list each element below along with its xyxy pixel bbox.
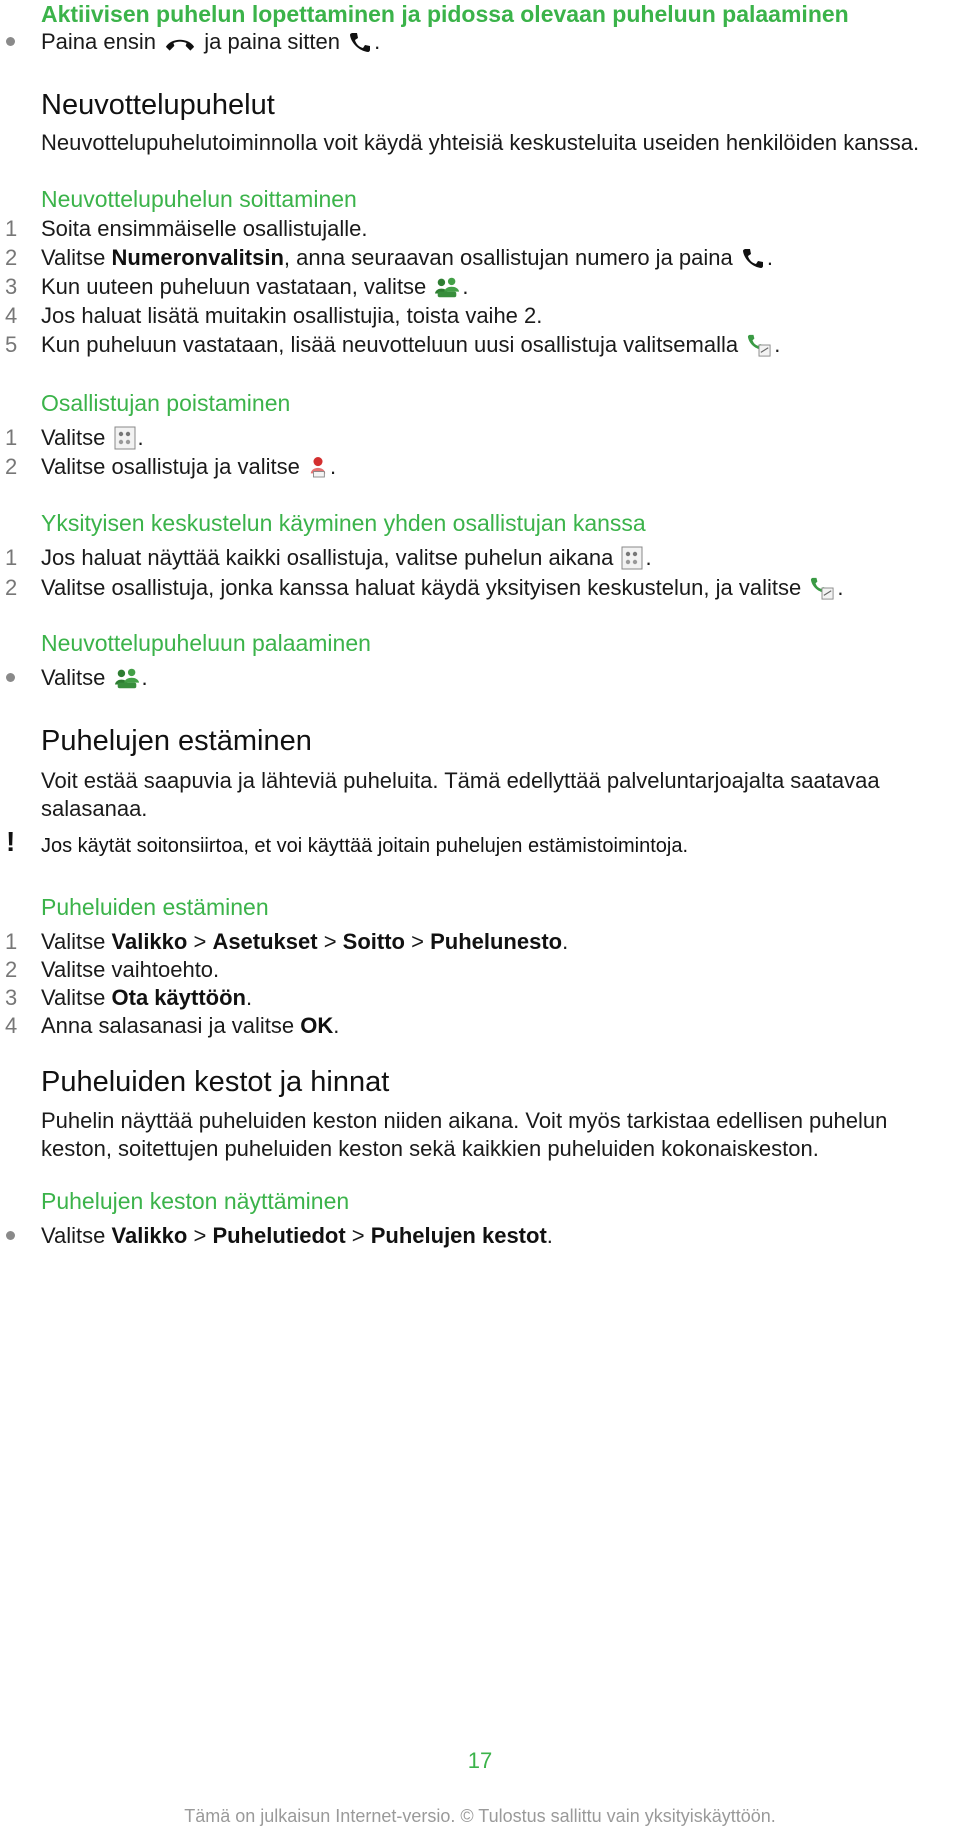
subsection-heading: Osallistujan poistaminen <box>41 390 291 416</box>
menu-term: Soitto <box>342 929 405 954</box>
remove-participant-icon <box>308 455 328 479</box>
menu-term: Asetukset <box>212 929 318 954</box>
text: . <box>774 332 781 357</box>
bullet <box>6 673 15 682</box>
text: . <box>462 274 469 299</box>
section-title: Puhelujen estäminen <box>41 725 312 757</box>
menu-term: Puhelunesto <box>430 929 563 954</box>
text: . <box>766 245 773 270</box>
conference-icon <box>114 666 140 690</box>
step-number: 2 <box>5 245 18 270</box>
bullet <box>6 1231 15 1240</box>
subsection-heading: Neuvottelupuhelun soittaminen <box>41 186 357 212</box>
subsection-heading: Puheluiden estäminen <box>41 894 269 920</box>
instruction-line <box>41 664 940 692</box>
step-number: 2 <box>5 454 18 479</box>
footer-text: Tämä on julkaisun Internet-versio. © Tulostus sallittu vain yksityiskäyttöön. <box>184 1806 776 1826</box>
step-number: 3 <box>5 985 18 1010</box>
page-number: 17 <box>467 1748 493 1773</box>
step-text <box>41 984 940 1012</box>
step-number: 3 <box>5 274 18 299</box>
step-text <box>41 331 940 359</box>
text: > <box>187 929 213 954</box>
text: Kun puheluun vastataan, lisää neuvotteluun uusi osallistuja valitsemalla <box>41 332 739 357</box>
participants-list-icon <box>114 426 136 450</box>
text: Valitse <box>41 929 112 954</box>
menu-term: OK <box>300 1013 334 1038</box>
step-text <box>41 544 940 572</box>
menu-term: Puhelujen kestot <box>370 1223 547 1248</box>
step-text <box>41 273 940 301</box>
call-icon <box>741 246 765 270</box>
text: > <box>405 929 431 954</box>
text: Valitse <box>41 425 106 450</box>
text: . <box>245 985 253 1010</box>
text: . <box>562 929 569 954</box>
step-number: 1 <box>5 929 18 954</box>
instruction-line <box>41 28 940 56</box>
paragraph: Puhelin näyttää puheluiden keston niiden aikana. Voit myös tarkistaa edellisen puhelun keston, soitettujen puheluiden keston sekä kaikkien puheluiden kokonaiskeston. <box>41 1108 888 1161</box>
text: > <box>345 1223 371 1248</box>
step-text: Valitse vaihtoehto. <box>41 957 220 982</box>
paragraph: Voit estää saapuvia ja lähteviä puheluita. Tämä edellyttää palveluntarjoajalta saatavaa salasanaa. <box>41 768 880 821</box>
menu-term: Valikko <box>111 929 188 954</box>
bullet <box>6 37 15 46</box>
call-icon <box>348 30 372 54</box>
subsection-heading: Puhelujen keston näyttäminen <box>41 1188 350 1214</box>
text: , anna seuraavan osallistujan numero ja paina <box>283 245 733 270</box>
text: Paina ensin <box>41 29 156 54</box>
text: . <box>645 545 652 570</box>
text: . <box>329 454 337 479</box>
warning-icon: ! <box>6 826 16 857</box>
step-text <box>41 244 940 272</box>
step-number: 2 <box>5 957 18 982</box>
section-title: Neuvottelupuhelut <box>41 89 275 121</box>
text: . <box>333 1013 340 1038</box>
participants-list-icon <box>621 546 643 570</box>
step-text: Jos haluat lisätä muitakin osallistujia, toista vaihe 2. <box>41 303 543 328</box>
menu-term: Puhelutiedot <box>212 1223 346 1248</box>
step-number: 4 <box>5 1013 18 1038</box>
section-heading: Aktiivisen puhelun lopettaminen ja pidossa olevaan puheluun palaaminen <box>41 1 849 27</box>
text: Jos haluat näyttää kaikki osallistuja, valitse puhelun aikana <box>41 545 614 570</box>
text: . <box>141 665 148 690</box>
text: Valitse <box>41 985 112 1010</box>
menu-term: Ota käyttöön <box>111 985 246 1010</box>
text: > <box>187 1223 213 1248</box>
step-text <box>41 453 940 481</box>
text: Kun uuteen puheluun vastataan, valitse <box>41 274 427 299</box>
text: > <box>317 929 343 954</box>
text: Valitse <box>41 665 106 690</box>
step-text: Soita ensimmäiselle osallistujalle. <box>41 216 368 241</box>
step-text <box>41 1012 940 1040</box>
add-participant-icon <box>746 333 772 357</box>
text: . <box>546 1223 553 1248</box>
step-number: 5 <box>5 332 18 357</box>
text: Anna salasanasi ja valitse <box>41 1013 301 1038</box>
instruction-line <box>41 1222 940 1250</box>
text: Valitse <box>41 245 112 270</box>
text: . <box>837 575 844 600</box>
section-title: Puheluiden kestot ja hinnat <box>41 1066 390 1098</box>
text: ja paina sitten <box>204 29 340 54</box>
text: Valitse osallistuja ja valitse <box>41 454 300 479</box>
step-number: 4 <box>5 303 18 328</box>
step-number: 1 <box>5 216 18 241</box>
text: . <box>137 425 144 450</box>
warning-note: Jos käytät soitonsiirtoa, et voi käyttää joitain puhelujen estämistoimintoja. <box>41 835 689 857</box>
menu-term: Numeronvalitsin <box>111 245 284 270</box>
step-number: 1 <box>5 425 18 450</box>
text: . <box>374 29 381 54</box>
subsection-heading: Neuvottelupuheluun palaaminen <box>41 630 371 656</box>
text: Valitse osallistuja, jonka kanssa haluat käydä yksityisen keskustelun, ja valitse <box>41 575 802 600</box>
menu-term: Valikko <box>111 1223 188 1248</box>
end-call-icon <box>164 34 196 54</box>
step-number: 1 <box>5 545 18 570</box>
paragraph: Neuvottelupuhelutoiminnolla voit käydä yhteisiä keskusteluita useiden henkilöiden kanssa. <box>41 130 920 155</box>
step-number: 2 <box>5 575 18 600</box>
subsection-heading: Yksityisen keskustelun käyminen yhden osallistujan kanssa <box>41 510 646 536</box>
conference-icon <box>434 275 460 299</box>
text: Valitse <box>41 1223 112 1248</box>
step-text <box>41 928 940 956</box>
step-text <box>41 424 940 452</box>
step-text <box>41 574 940 602</box>
private-call-icon <box>809 576 835 600</box>
